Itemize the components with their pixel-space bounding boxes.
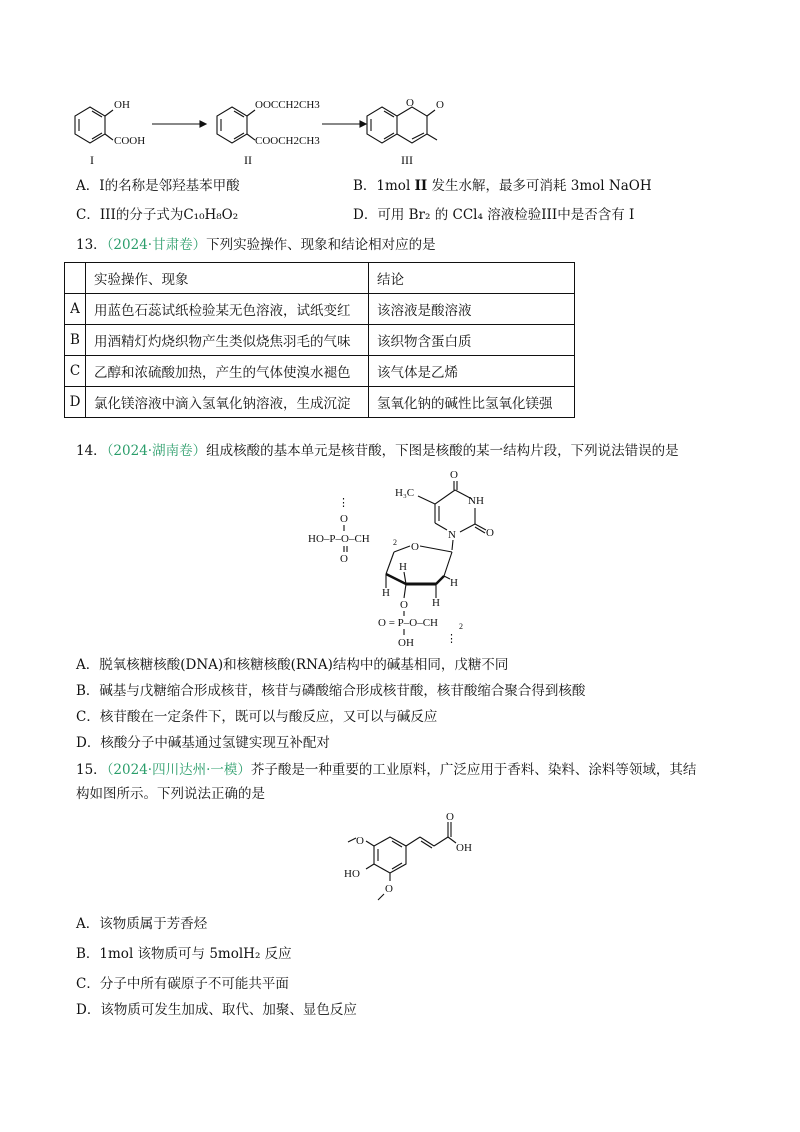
cooc-text: COOCH2CH3 (255, 135, 320, 147)
q12-option-b-post: 发生水解，最多可消耗 3mol NaOH (427, 178, 652, 194)
table-cell: D (65, 387, 86, 418)
q13-stem (76, 236, 436, 254)
table-cell: 乙醇和浓硫酸加热，产生的气体使溴水褪色 (86, 356, 369, 387)
q12-option-c-formula: C₁₀H₈O₂ (183, 207, 239, 223)
q14-stem-text: 组成核酸的基本单元是核苷酸，下图是核酸的某一结构片段，下列说法错误的是 (206, 443, 679, 459)
q12-option-c-pre: C．III的分子式为 (76, 207, 184, 223)
o-down-text: O (340, 553, 348, 565)
benzene-ring (374, 837, 406, 873)
table-cell: 该溶液是酸溶液 (369, 294, 575, 325)
o-me-bot-text: O (385, 883, 393, 895)
q13-source: （2024·甘肃卷） (106, 237, 207, 253)
o-acid-text: O (446, 811, 454, 823)
h-text: H (399, 561, 407, 573)
table-cell: C (65, 356, 86, 387)
q14-stem (76, 442, 679, 460)
h3c-text: H₃C (395, 487, 415, 499)
q15-option-b-pre: B．1mol 该物质可与 (76, 946, 210, 962)
upper-phosphate (308, 497, 397, 565)
q12-option-c (76, 206, 238, 224)
h-text: H (382, 587, 390, 599)
q13-stem-text: 下列实验操作、现象和结论相对应的是 (206, 237, 436, 253)
q12-option-b-roman: II (414, 178, 428, 194)
table-cell: 该织物含蛋白质 (369, 325, 575, 356)
thymine-base (395, 469, 494, 541)
svg-text:2: 2 (459, 622, 463, 631)
q14-option-d: D．核酸分子中碱基通过氢键实现互补配对 (76, 735, 330, 751)
svg-text:2: 2 (393, 538, 397, 547)
ho-p-text: HO–P–O–CH (308, 533, 370, 545)
table-cell: 氯化镁溶液中滴入氢氧化钠溶液，生成沉淀 (86, 387, 369, 418)
table-row (65, 387, 575, 418)
nh-text: NH (468, 495, 484, 507)
label-III: III (401, 153, 413, 167)
ho-text: HO (344, 868, 360, 880)
q12-option-d-post: 溶液检验III中是否含有 I (482, 207, 635, 223)
label-I: I (90, 153, 94, 167)
h-text: H (450, 577, 458, 589)
oh-acid-text: OH (456, 842, 472, 854)
q13-table (64, 262, 575, 418)
q15-stem-line2: 构如图所示。下列说法正确的是 (76, 786, 265, 802)
o-me-top-text: O (356, 835, 364, 847)
q15-stem-line1 (76, 761, 696, 779)
ooc-text: OOCCH2CH3 (255, 99, 320, 111)
carbonyl-o-text: O (436, 99, 444, 111)
q14-number: 14． (76, 443, 107, 459)
label-II: II (244, 153, 252, 167)
o-right-text: O (486, 527, 494, 539)
o-ring-text: O (411, 541, 419, 553)
table-row (65, 325, 575, 356)
o-eq-p-text: O = P–O–CH (378, 617, 438, 629)
oh-bottom-text: OH (398, 637, 414, 649)
q15-option-a: A．该物质属于芳香烃 (76, 916, 208, 932)
q12-option-d-mid: 的 (430, 207, 453, 223)
sinapic-acid-structure (322, 808, 482, 908)
table-cell: 该气体是乙烯 (369, 356, 575, 387)
table-cell: B (65, 325, 86, 356)
q12-reaction-scheme (60, 92, 480, 172)
q12-option-b (353, 177, 652, 195)
q12-option-d (353, 206, 634, 224)
table-cell: 用酒精灯灼烧织物产生类似烧焦羽毛的气味 (86, 325, 369, 356)
q14-source: （2024·湖南卷） (106, 443, 207, 459)
table-header-cell: 结论 (369, 263, 575, 294)
o-up-text: O (340, 513, 348, 525)
q12-option-a: A．I的名称是邻羟基苯甲酸 (76, 178, 240, 194)
q15-option-b-post: 反应 (260, 946, 292, 962)
table-row (65, 356, 575, 387)
h-text: H (432, 597, 440, 609)
q15-source: （2024·四川达州·一模） (106, 762, 251, 778)
table-cell: 用蓝色石蕊试纸检验某无色溶液，试纸变红 (86, 294, 369, 325)
q12-option-d-br: Br₂ (408, 207, 431, 223)
n-text: N (448, 529, 456, 541)
structure-III (367, 97, 444, 167)
table-cell: 氢氧化钠的碱性比氢氧化镁强 (369, 387, 575, 418)
ring-o-text: O (406, 97, 414, 109)
q15-number: 15． (76, 762, 107, 778)
q12-option-d-pre: D．可用 (353, 207, 409, 223)
table-header-cell (65, 263, 86, 294)
table-header-row (65, 263, 575, 294)
oh-text: OH (114, 99, 130, 111)
structure-II (217, 99, 320, 167)
q12-option-b-pre: B．1mol (353, 178, 415, 194)
q15-stem-text-1: 芥子酸是一种重要的工业原料，广泛应用于香料、染料、涂料等领域，其结 (250, 762, 697, 778)
table-header-cell: 实验操作、现象 (86, 263, 369, 294)
q15-option-b-formula: 5molH₂ (209, 946, 261, 962)
deoxyribose-ring (382, 540, 458, 609)
o-mid-text: O (400, 599, 408, 611)
q15-option-c: C．分子中所有碳原子不可能共平面 (76, 976, 289, 992)
q14-option-b: B．碱基与戊糖缩合形成核苷，核苷与磷酸缩合形成核苷酸，核苷酸缩合聚合得到核酸 (76, 683, 586, 699)
reaction-arrow-2 (322, 121, 366, 127)
dots-top: ⋮ (338, 497, 349, 509)
cooh-text: COOH (114, 135, 146, 147)
reaction-arrow-1 (152, 121, 206, 127)
lower-phosphate (378, 599, 463, 649)
q14-option-c: C．核苷酸在一定条件下，既可以与酸反应，又可以与碱反应 (76, 709, 438, 725)
q13-number: 13． (76, 237, 107, 253)
q12-option-d-ccl: CCl₄ (452, 207, 483, 223)
q15-option-d: D．该物质可发生加成、取代、加聚、显色反应 (76, 1002, 357, 1018)
q15-option-b (76, 945, 292, 963)
table-cell: A (65, 294, 86, 325)
dots-bottom: ⋮ (446, 633, 457, 645)
nucleotide-structure (300, 466, 520, 651)
table-row (65, 294, 575, 325)
q14-option-a: A．脱氧核糖核酸(DNA)和核糖核酸(RNA)结构中的碱基相同，戊糖不同 (76, 657, 509, 673)
structure-I (75, 99, 145, 167)
o-top-text: O (450, 469, 458, 481)
